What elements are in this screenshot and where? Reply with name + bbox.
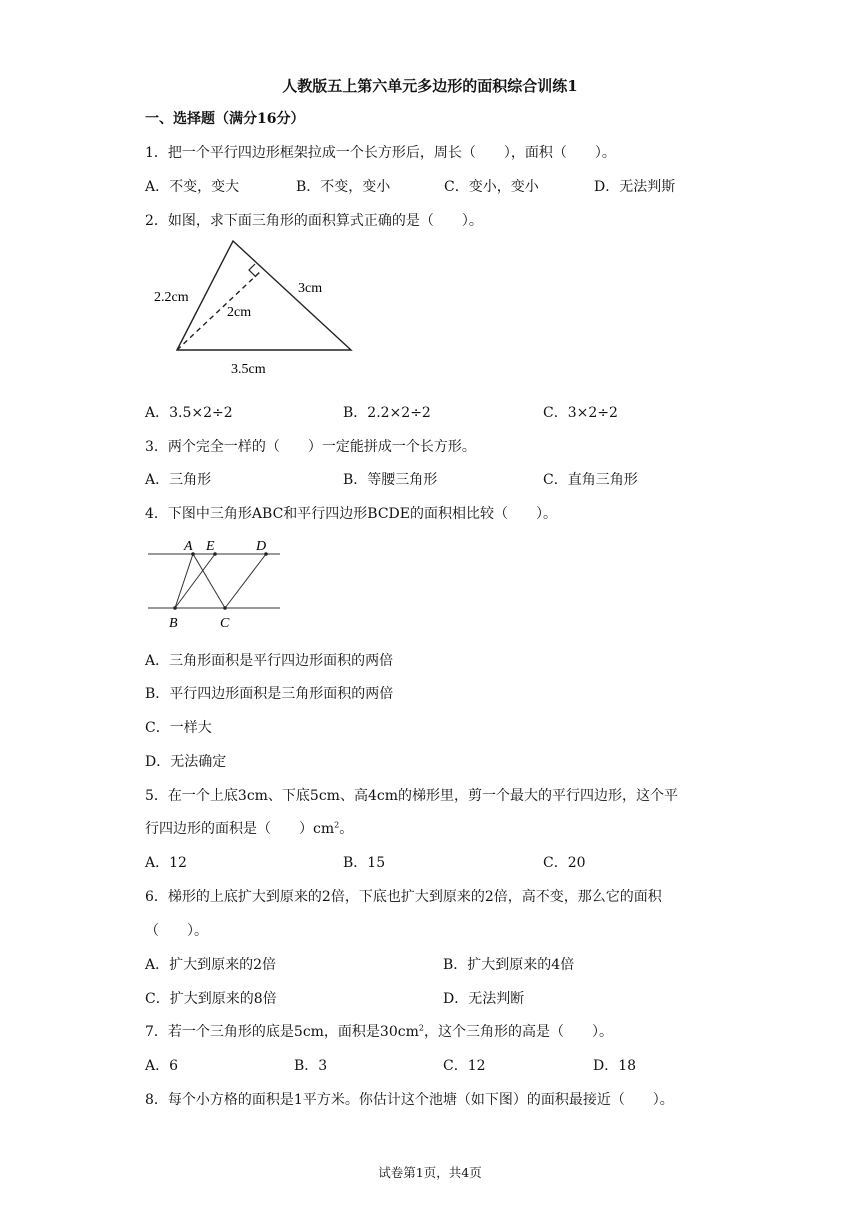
q2-option-b: B．2.2×2÷2 bbox=[343, 405, 431, 421]
label-d: D bbox=[256, 539, 267, 554]
q7-option-c: C．12 bbox=[443, 1058, 486, 1074]
triangle-outline bbox=[177, 241, 351, 350]
question-6-stem-line2: （ ）。 bbox=[145, 923, 208, 939]
q1-option-a: A．不变，变大 bbox=[145, 179, 240, 195]
q5-stem-end: 。 bbox=[339, 821, 354, 837]
point-b bbox=[173, 606, 177, 610]
q5-option-c: C．20 bbox=[543, 855, 586, 871]
section-heading: 一、选择题（满分16分） bbox=[145, 111, 305, 127]
q4-parallelogram-figure bbox=[140, 532, 290, 632]
question-5-stem-line1: 5．在一个上底3cm、下底5cm、高4cm的梯形里，剪一个最大的平行四边形，这个平 bbox=[145, 788, 678, 804]
q5-superscript: 2 bbox=[334, 820, 340, 830]
q5-option-b: B．15 bbox=[343, 855, 386, 871]
label-right-side: 3cm bbox=[298, 281, 323, 296]
q5-option-a: A．12 bbox=[145, 855, 187, 871]
page-footer: 试卷第1页，共4页 bbox=[378, 1165, 482, 1180]
label-base: 3.5cm bbox=[231, 362, 266, 377]
question-2-stem: 2．如图，求下面三角形的面积算式正确的是（ ）。 bbox=[145, 213, 483, 229]
question-5-stem-line2 bbox=[145, 818, 353, 838]
q3-option-b: B．等腰三角形 bbox=[343, 472, 438, 488]
label-height: 2cm bbox=[227, 305, 252, 320]
label-e: E bbox=[206, 539, 215, 554]
question-4-stem: 4．下图中三角形ABC和平行四边形BCDE的面积相比较（ ）。 bbox=[145, 506, 557, 522]
q2-option-a: A．3.5×2÷2 bbox=[145, 405, 233, 421]
q4-option-d: D．无法确定 bbox=[145, 754, 227, 770]
label-left-side: 2.2cm bbox=[154, 290, 189, 305]
q6-option-c: C．扩大到原来的8倍 bbox=[145, 991, 277, 1007]
q7-stem-part2: ，这个三角形的高是（ ）。 bbox=[423, 1024, 613, 1040]
q6-option-d: D．无法判断 bbox=[443, 991, 525, 1007]
q7-superscript: 2 bbox=[418, 1023, 424, 1033]
q7-option-d: D．18 bbox=[593, 1058, 637, 1074]
q2-option-c: C．3×2÷2 bbox=[543, 405, 618, 421]
q2-triangle-figure bbox=[140, 235, 380, 385]
q7-stem-part1: 7．若一个三角形的底是5cm，面积是30cm bbox=[145, 1024, 419, 1040]
question-3-stem: 3．两个完全一样的（ ）一定能拼成一个长方形。 bbox=[145, 439, 476, 455]
q6-option-a: A．扩大到原来的2倍 bbox=[145, 957, 277, 973]
triangle-abc bbox=[175, 554, 225, 608]
question-1-stem: 1．把一个平行四边形框架拉成一个长方形后，周长（ ），面积（ ）。 bbox=[145, 145, 616, 161]
q3-option-c: C．直角三角形 bbox=[543, 472, 638, 488]
q1-option-c: C．变小，变小 bbox=[444, 179, 539, 195]
q1-option-b: B．不变，变小 bbox=[296, 179, 391, 195]
q3-option-a: A．三角形 bbox=[145, 472, 212, 488]
question-7-stem bbox=[145, 1021, 613, 1041]
label-a: A bbox=[184, 539, 193, 554]
q5-stem-text: 行四边形的面积是（ ）cm bbox=[145, 821, 335, 837]
q1-option-d: D．无法判斯 bbox=[594, 179, 676, 195]
q4-option-c: C．一样大 bbox=[145, 720, 212, 736]
label-b: B bbox=[169, 616, 178, 631]
q6-option-b: B．扩大到原来的4倍 bbox=[443, 957, 575, 973]
right-angle-mark bbox=[249, 264, 256, 277]
q7-option-a: A．6 bbox=[145, 1058, 179, 1074]
q4-option-a: A．三角形面积是平行四边形面积的两倍 bbox=[145, 653, 394, 669]
q4-option-b: B．平行四边形面积是三角形面积的两倍 bbox=[145, 686, 394, 702]
question-8-stem: 8．每个小方格的面积是1平方米。你估计这个池塘（如下图）的面积最接近（ ）。 bbox=[145, 1092, 674, 1108]
label-c: C bbox=[220, 616, 230, 631]
page-title: 人教版五上第六单元多边形的面积综合训练1 bbox=[282, 77, 578, 95]
point-c bbox=[223, 606, 227, 610]
question-6-stem-line1: 6．梯形的上底扩大到原来的2倍，下底也扩大到原来的2倍，高不变，那么它的面积 bbox=[145, 889, 662, 905]
q7-option-b: B．3 bbox=[294, 1058, 328, 1074]
